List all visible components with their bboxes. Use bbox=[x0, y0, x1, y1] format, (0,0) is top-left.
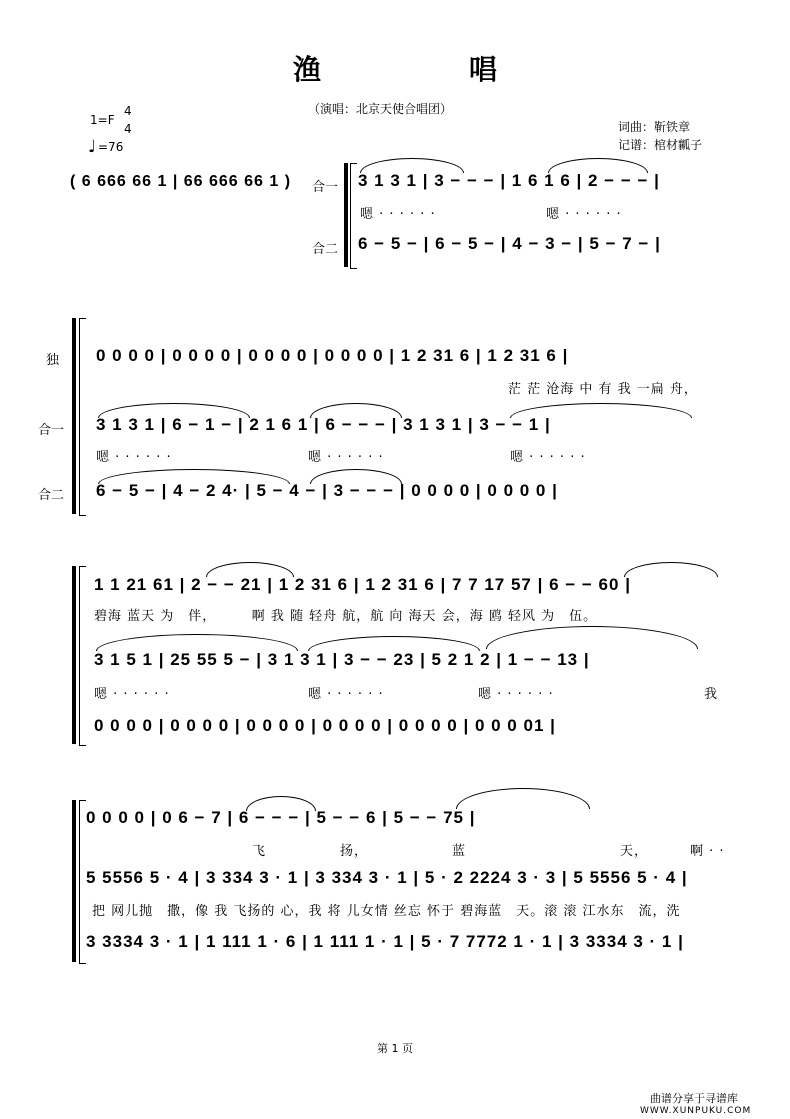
he1-lyric: 嗯 · · · · · · bbox=[94, 687, 170, 702]
system-bracket bbox=[72, 566, 76, 744]
system-brace bbox=[79, 318, 86, 516]
page-number: 第 1 页 bbox=[377, 1042, 413, 1055]
label-solo: 独 bbox=[46, 353, 60, 368]
he1-lyric: 嗯 · · · · · · bbox=[546, 207, 622, 222]
system-brace bbox=[79, 800, 86, 964]
he1-notes: 3 1 5 1 | 25 55 5 − | 3 1 3 1 | 3 − − 23 | 5 2 1 2 | 1 − − 13 | bbox=[94, 650, 590, 669]
solo-notes: 0 0 0 0 | 0 6 − 7 | 6 − − − | 5 − − 6 | 5 − − 75 | bbox=[86, 808, 476, 827]
page-title: 渔 唱 bbox=[292, 53, 557, 86]
site-url: WWW.XUNPUKU.COM bbox=[640, 1106, 752, 1116]
he1-lyric: 我 bbox=[704, 687, 719, 702]
he1-lyric: 嗯 · · · · · · bbox=[360, 207, 436, 222]
composer: 词曲：靳铁章 bbox=[618, 120, 691, 134]
slur bbox=[98, 469, 290, 484]
performer: （演唱：北京天使合唱团） bbox=[308, 102, 453, 116]
slur bbox=[310, 469, 402, 484]
slur bbox=[310, 403, 402, 418]
solo-notes: 0 0 0 0 | 0 0 0 0 | 0 0 0 0 | 0 0 0 0 | 1 2 31 6 | 1 2 31 6 | bbox=[96, 346, 569, 365]
system-bracket bbox=[72, 318, 76, 514]
slur bbox=[308, 636, 480, 651]
slur bbox=[360, 158, 464, 173]
solo-lyric: 茫 茫 沧海 中 有 我 一扁 舟， bbox=[508, 382, 698, 397]
system-bracket bbox=[344, 163, 348, 267]
key-signature: 1=F bbox=[90, 113, 115, 127]
he2-notes: 6 − 5 − | 4 − 2 4· | 5 − 4 − | 3 − − − | 0 0 0 0 | 0 0 0 0 | bbox=[96, 481, 558, 500]
he1-lyric: 嗯 · · · · · · bbox=[308, 450, 384, 465]
label-he1: 合一 bbox=[38, 423, 65, 438]
system-brace bbox=[350, 163, 357, 269]
he2-notes: 3 3334 3 · 1 | 1 111 1 · 6 | 1 111 1 · 1 | 5 · 7 7772 1 · 1 | 3 3334 3 · 1 | bbox=[86, 932, 684, 951]
intro-line: ( 6 666 66 1 | 66 666 66 1 ) bbox=[70, 173, 292, 190]
solo-lyric: 扬， bbox=[340, 844, 369, 859]
label-he2: 合二 bbox=[38, 488, 65, 503]
solo-lyric: 天， bbox=[620, 844, 649, 859]
he1-lyric: 嗯 · · · · · · bbox=[510, 450, 586, 465]
quarter-note-icon: ♩ bbox=[88, 137, 97, 157]
credit-line: 曲谱分享于寻谱库 bbox=[650, 1092, 738, 1105]
solo-notes: 1 1 21 61 | 2 − − 21 | 1 2 31 6 | 1 2 31 6 | 7 7 17 57 | 6 − − 60 | bbox=[94, 575, 631, 594]
label-he2: 合二 bbox=[312, 242, 339, 257]
solo-lyric: 碧海 蓝天 为 伴， 啊 我 随 轻舟 航，航 向 海天 会，海 鸥 轻风 为 伍。 bbox=[94, 609, 598, 624]
slur bbox=[98, 403, 250, 418]
slur bbox=[246, 796, 316, 811]
he1-notes: 5 5556 5 · 4 | 3 334 3 · 1 | 3 334 3 · 1 | 5 · 2 2224 3 · 3 | 5 5556 5 · 4 | bbox=[86, 868, 688, 887]
he1-lyric: 嗯 · · · · · · bbox=[478, 687, 554, 702]
transcriber: 记谱：棺材瓤子 bbox=[618, 138, 703, 152]
he1-notes: 3 1 3 1 | 6 − 1 − | 2 1 6 1 | 6 − − − | 3 1 3 1 | 3 − − 1 | bbox=[96, 415, 551, 434]
he1-lyric: 嗯 · · · · · · bbox=[308, 687, 384, 702]
he1-lyric: 嗯 · · · · · · bbox=[96, 450, 172, 465]
solo-lyric: 啊 · · bbox=[690, 844, 725, 859]
time-signature-bottom: 4 bbox=[124, 122, 132, 136]
system-bracket bbox=[72, 800, 76, 962]
he1-lyric: 把 网儿抛 撒，像 我 飞扬的 心，我 将 儿女情 丝忘 怀于 碧海蓝 天。滚 滚 江水东 流，洗 bbox=[92, 904, 681, 919]
slur bbox=[486, 626, 698, 649]
solo-lyric: 蓝 bbox=[452, 844, 467, 859]
tempo: =76 bbox=[98, 140, 124, 154]
time-signature-top: 4 bbox=[124, 104, 132, 118]
he2-notes: 0 0 0 0 | 0 0 0 0 | 0 0 0 0 | 0 0 0 0 | 0 0 0 0 | 0 0 0 01 | bbox=[94, 716, 556, 735]
slur bbox=[624, 562, 718, 577]
he2-notes: 6 − 5 − | 6 − 5 − | 4 − 3 − | 5 − 7 − | bbox=[358, 234, 661, 253]
slur bbox=[548, 158, 648, 173]
slur bbox=[456, 788, 590, 809]
solo-lyric: 飞 bbox=[252, 844, 267, 859]
slur bbox=[96, 634, 298, 651]
system-brace bbox=[79, 566, 86, 746]
slur bbox=[510, 403, 692, 418]
slur bbox=[206, 562, 294, 577]
he1-notes: 3 1 3 1 | 3 − − − | 1 6 1 6 | 2 − − − | bbox=[358, 171, 660, 190]
label-he1: 合一 bbox=[312, 180, 339, 195]
